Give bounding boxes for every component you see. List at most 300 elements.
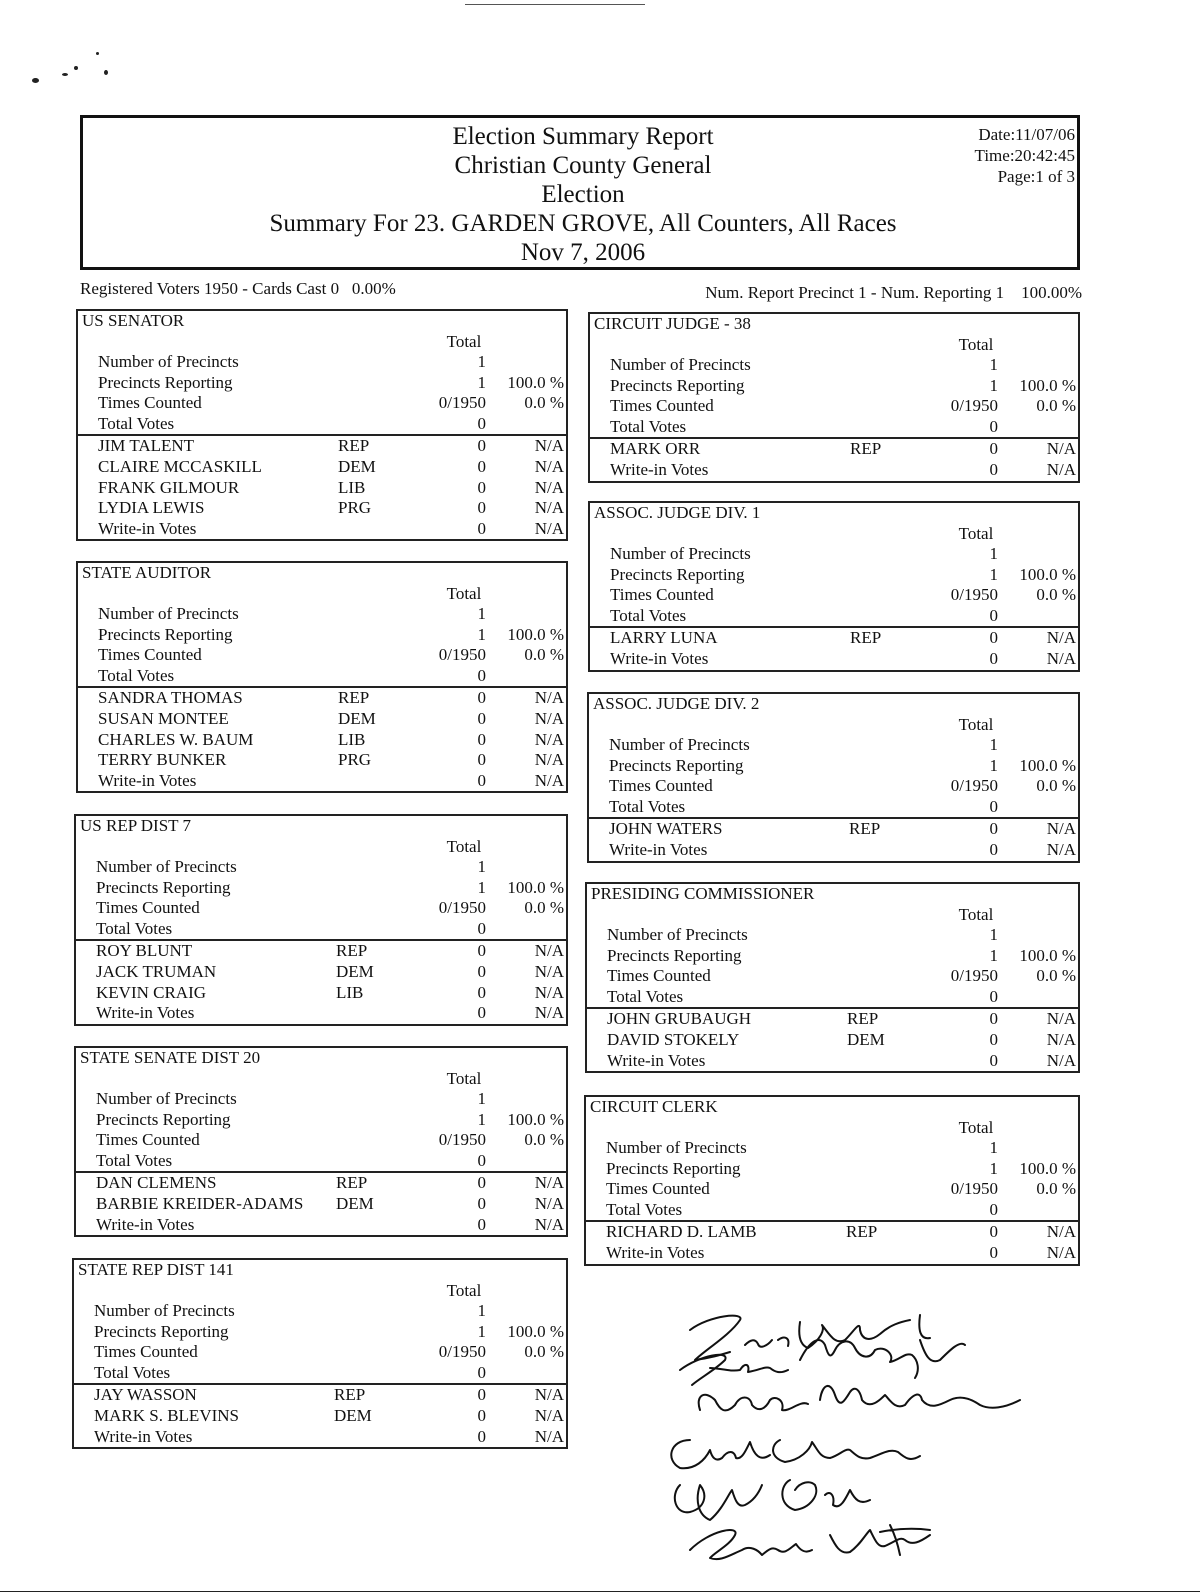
candidate-row	[590, 649, 1078, 670]
candidate-row	[78, 730, 566, 751]
row-percent: N/A	[534, 770, 564, 790]
row-percent: N/A	[534, 982, 564, 1002]
race-table	[587, 692, 1080, 863]
race-stat-row	[586, 1159, 1078, 1180]
row-total: 1	[477, 1321, 486, 1341]
row-party: REP	[338, 688, 370, 708]
row-total: 0/1950	[438, 393, 486, 413]
total-column-header: Total	[958, 335, 994, 354]
row-label: Write-in Votes	[606, 1242, 705, 1262]
row-percent: N/A	[534, 708, 564, 728]
race-rows	[590, 355, 1078, 481]
row-label: ROY BLUNT	[96, 941, 193, 961]
row-percent: N/A	[1046, 628, 1076, 648]
row-total: 0	[477, 688, 486, 708]
row-label: Number of Precincts	[609, 735, 750, 754]
row-total: 1	[477, 1301, 486, 1320]
report-county: Christian County General	[454, 152, 712, 179]
report-date-line: Nov 7, 2006	[520, 239, 646, 266]
row-percent: 100.0 %	[1019, 945, 1076, 965]
report-meta	[975, 124, 1075, 187]
row-party: PRG	[338, 750, 372, 770]
race-stat-row	[76, 1151, 566, 1172]
row-label: SANDRA THOMAS	[98, 688, 243, 708]
row-label: CLAIRE MCCASKILL	[98, 456, 262, 476]
row-label: Write-in Votes	[609, 839, 708, 859]
row-total: 0	[989, 416, 998, 436]
precinct-reporting-text: Num. Report Precinct 1 - Num. Reporting 1	[705, 283, 1005, 302]
race-stat-row	[78, 393, 566, 414]
race-stat-row	[589, 735, 1078, 756]
row-total: 1	[477, 1109, 486, 1129]
row-total: 1	[477, 624, 486, 644]
row-percent: N/A	[1046, 1029, 1076, 1049]
row-label: Number of Precincts	[96, 857, 237, 876]
race-stat-row	[586, 1138, 1078, 1159]
row-percent: N/A	[1046, 819, 1076, 839]
registered-voters-pct: 0.00%	[351, 279, 396, 298]
row-label: LARRY LUNA	[610, 628, 718, 648]
report-title-block	[83, 122, 1083, 267]
total-column-header: Total	[446, 837, 482, 856]
row-percent: 100.0 %	[1019, 375, 1076, 395]
row-label: Precincts Reporting	[94, 1321, 229, 1341]
row-party: REP	[847, 1009, 879, 1029]
row-percent: N/A	[1046, 1050, 1076, 1070]
row-total: 0	[477, 941, 486, 961]
row-percent: N/A	[534, 1385, 564, 1405]
total-column-header: Total	[958, 1118, 994, 1137]
total-column-header: Total	[446, 584, 482, 603]
row-party: LIB	[338, 729, 366, 749]
signature-block	[650, 1300, 1030, 1580]
scan-top-line	[465, 4, 645, 5]
row-total: 0	[477, 1150, 486, 1170]
total-column-header: Total	[958, 524, 994, 543]
row-percent: N/A	[1046, 648, 1076, 668]
row-total: 1	[989, 945, 998, 965]
row-total: 0/1950	[950, 966, 998, 986]
candidate-row	[76, 1003, 566, 1024]
row-total: 0	[989, 796, 998, 816]
row-total: 1	[989, 564, 998, 584]
row-label: Write-in Votes	[96, 1003, 195, 1023]
row-percent: N/A	[534, 941, 564, 961]
row-label: JOHN GRUBAUGH	[607, 1009, 752, 1029]
report-title: Election Summary Report	[452, 123, 714, 150]
row-label: Total Votes	[606, 1199, 683, 1219]
row-label: Write-in Votes	[96, 1214, 195, 1234]
race-stat-row	[590, 355, 1078, 376]
row-percent: N/A	[1046, 459, 1076, 479]
report-time: Time:20:42:45	[974, 146, 1075, 165]
row-label: KEVIN CRAIG	[96, 982, 207, 1002]
race-stat-row	[78, 373, 566, 394]
race-stat-row	[76, 1089, 566, 1110]
row-percent: 0.0 %	[524, 898, 564, 918]
row-percent: N/A	[534, 518, 564, 538]
row-party: DEM	[336, 961, 374, 981]
race-title: STATE SENATE DIST 20	[80, 1048, 261, 1067]
row-percent: N/A	[534, 1003, 564, 1023]
row-label: JACK TRUMAN	[96, 961, 217, 981]
row-total: 0/1950	[438, 645, 486, 665]
row-label: Number of Precincts	[94, 1301, 235, 1320]
row-percent: 100.0 %	[507, 624, 564, 644]
row-total: 0/1950	[438, 898, 486, 918]
candidate-row	[589, 817, 1078, 840]
row-total: 0	[477, 456, 486, 476]
row-label: TERRY BUNKER	[98, 750, 227, 770]
row-label: Times Counted	[98, 393, 202, 413]
row-percent: 100.0 %	[1019, 564, 1076, 584]
row-percent: N/A	[534, 1193, 564, 1213]
race-stat-row	[78, 604, 566, 625]
row-label: Total Votes	[610, 416, 687, 436]
row-label: JIM TALENT	[98, 436, 195, 456]
row-party: DEM	[336, 1193, 374, 1213]
row-percent: 0.0 %	[524, 1130, 564, 1150]
race-stat-row	[78, 414, 566, 435]
row-label: Number of Precincts	[98, 604, 239, 623]
row-label: Precincts Reporting	[96, 877, 231, 897]
row-total: 0	[989, 1029, 998, 1049]
row-label: Number of Precincts	[98, 352, 239, 371]
race-stat-row	[78, 666, 566, 687]
row-total: 0	[477, 498, 486, 518]
row-label: LYDIA LEWIS	[98, 498, 205, 518]
row-label: Total Votes	[98, 413, 175, 433]
race-rows	[76, 857, 566, 1024]
row-label: DAVID STOKELY	[607, 1029, 740, 1049]
row-percent: 0.0 %	[1036, 585, 1076, 605]
registered-voters-stat	[80, 279, 396, 299]
row-percent: 0.0 %	[1036, 1179, 1076, 1199]
row-percent: 0.0 %	[524, 645, 564, 665]
row-label: Write-in Votes	[98, 518, 197, 538]
row-label: Precincts Reporting	[610, 564, 745, 584]
row-percent: 0.0 %	[1036, 776, 1076, 796]
race-stat-row	[78, 625, 566, 646]
row-total: 1	[989, 1138, 998, 1157]
candidate-row	[78, 709, 566, 730]
row-percent: 100.0 %	[507, 877, 564, 897]
race-table	[76, 309, 568, 541]
race-rows	[586, 1138, 1078, 1264]
report-date: Date:11/07/06	[978, 125, 1075, 144]
row-label: SUSAN MONTEE	[98, 708, 229, 728]
row-percent: N/A	[534, 436, 564, 456]
candidate-row	[78, 498, 566, 519]
race-stat-row	[587, 966, 1078, 987]
row-total: 0	[989, 819, 998, 839]
race-stat-row	[589, 756, 1078, 777]
race-title: US SENATOR	[82, 311, 185, 330]
race-stat-row	[590, 585, 1078, 606]
row-total: 1	[989, 355, 998, 374]
row-party: DEM	[338, 456, 376, 476]
candidate-row	[76, 939, 566, 962]
precinct-reporting-pct: 100.00%	[1021, 283, 1082, 302]
row-total: 0/1950	[438, 1130, 486, 1150]
row-label: Times Counted	[609, 776, 713, 796]
row-total: 0/1950	[950, 585, 998, 605]
row-label: Total Votes	[607, 986, 684, 1006]
row-label: Number of Precincts	[607, 925, 748, 944]
row-label: Precincts Reporting	[609, 755, 744, 775]
row-total: 0	[989, 1242, 998, 1262]
candidate-row	[78, 457, 566, 478]
race-rows	[589, 735, 1078, 861]
row-total: 0	[989, 1009, 998, 1029]
row-label: Precincts Reporting	[96, 1109, 231, 1129]
total-column-header: Total	[446, 332, 482, 351]
row-label: Precincts Reporting	[98, 624, 233, 644]
candidate-row	[74, 1427, 566, 1448]
row-party: REP	[849, 819, 881, 839]
row-label: Precincts Reporting	[98, 372, 233, 392]
row-party: REP	[850, 628, 882, 648]
row-party: DEM	[334, 1405, 372, 1425]
row-total: 0	[989, 628, 998, 648]
row-label: Total Votes	[96, 918, 173, 938]
row-total: 1	[989, 544, 998, 563]
race-stat-row	[587, 987, 1078, 1008]
race-stat-row	[589, 797, 1078, 818]
candidate-row	[587, 1007, 1078, 1030]
row-total: 0/1950	[950, 1179, 998, 1199]
row-total: 1	[989, 375, 998, 395]
row-label: Number of Precincts	[610, 355, 751, 374]
report-page: Page:1 of 3	[997, 167, 1075, 186]
row-party: DEM	[338, 708, 376, 728]
total-column-header: Total	[446, 1281, 482, 1300]
row-total: 0	[477, 1193, 486, 1213]
row-percent: 100.0 %	[507, 1109, 564, 1129]
race-stat-row	[78, 352, 566, 373]
row-label: RICHARD D. LAMB	[606, 1222, 757, 1242]
row-label: Precincts Reporting	[606, 1158, 741, 1178]
race-stat-row	[590, 396, 1078, 417]
candidate-row	[590, 437, 1078, 460]
row-total: 0/1950	[950, 396, 998, 416]
row-percent: N/A	[1046, 1009, 1076, 1029]
race-stat-row	[76, 857, 566, 878]
row-percent: N/A	[534, 1405, 564, 1425]
candidate-row	[76, 962, 566, 983]
candidate-row	[76, 983, 566, 1004]
race-stat-row	[587, 925, 1078, 946]
row-percent: 100.0 %	[507, 1321, 564, 1341]
row-label: MARK ORR	[610, 439, 701, 459]
candidate-row	[78, 686, 566, 709]
race-stat-row	[590, 417, 1078, 438]
row-label: Times Counted	[96, 1130, 200, 1150]
race-stat-row	[590, 376, 1078, 397]
row-total: 0	[989, 1050, 998, 1070]
row-percent: N/A	[534, 750, 564, 770]
row-total: 0	[989, 1199, 998, 1219]
row-total: 0	[477, 918, 486, 938]
race-title: PRESIDING COMMISSIONER	[591, 884, 815, 903]
row-total: 0	[477, 1385, 486, 1405]
race-table	[584, 1095, 1080, 1266]
row-total: 0	[477, 729, 486, 749]
report-header	[80, 115, 1080, 270]
row-label: Times Counted	[98, 645, 202, 665]
row-label: Times Counted	[96, 898, 200, 918]
race-table	[76, 561, 568, 793]
race-stat-row	[586, 1179, 1078, 1200]
race-rows	[590, 544, 1078, 670]
row-total: 1	[477, 857, 486, 876]
row-total: 0	[989, 839, 998, 859]
row-total: 0	[477, 413, 486, 433]
row-percent: 0.0 %	[1036, 396, 1076, 416]
row-percent: 0.0 %	[524, 1342, 564, 1362]
row-percent: N/A	[534, 1214, 564, 1234]
row-total: 0	[477, 982, 486, 1002]
row-percent: N/A	[534, 456, 564, 476]
row-total: 0	[477, 961, 486, 981]
candidate-row	[78, 750, 566, 771]
row-label: Number of Precincts	[606, 1138, 747, 1157]
row-label: Total Votes	[610, 605, 687, 625]
row-total: 1	[477, 352, 486, 371]
row-label: Write-in Votes	[98, 770, 197, 790]
race-title: STATE REP DIST 141	[78, 1260, 234, 1279]
race-stat-row	[76, 898, 566, 919]
race-stat-row	[74, 1342, 566, 1363]
row-label: Number of Precincts	[96, 1089, 237, 1108]
row-party: REP	[334, 1385, 366, 1405]
row-party: REP	[336, 941, 368, 961]
row-label: MARK S. BLEVINS	[94, 1405, 239, 1425]
row-label: Write-in Votes	[94, 1426, 193, 1446]
row-total: 0	[477, 1214, 486, 1234]
row-label: Total Votes	[609, 796, 686, 816]
candidate-row	[74, 1406, 566, 1427]
row-party: LIB	[338, 477, 366, 497]
race-title: ASSOC. JUDGE DIV. 1	[594, 503, 761, 522]
row-label: Times Counted	[606, 1179, 710, 1199]
row-label: Total Votes	[96, 1150, 173, 1170]
row-total: 1	[989, 925, 998, 944]
race-table	[74, 1046, 568, 1237]
precinct-reporting-stat	[705, 283, 1082, 303]
row-label: Times Counted	[94, 1342, 198, 1362]
total-column-header: Total	[958, 905, 994, 924]
row-percent: N/A	[534, 1426, 564, 1446]
row-percent: N/A	[1046, 439, 1076, 459]
row-party: REP	[850, 439, 882, 459]
row-total: 0	[989, 605, 998, 625]
row-percent: N/A	[1046, 1222, 1076, 1242]
row-party: REP	[336, 1173, 368, 1193]
row-total: 0	[989, 439, 998, 459]
row-total: 0/1950	[950, 776, 998, 796]
race-table	[585, 882, 1080, 1073]
candidate-row	[589, 840, 1078, 861]
race-table	[588, 312, 1080, 483]
row-total: 1	[989, 1158, 998, 1178]
row-label: DAN CLEMENS	[96, 1173, 217, 1193]
row-total: 0	[477, 1173, 486, 1193]
row-label: Times Counted	[610, 396, 714, 416]
row-total: 0	[477, 665, 486, 685]
row-percent: N/A	[534, 688, 564, 708]
row-percent: N/A	[534, 961, 564, 981]
row-percent: 100.0 %	[1019, 755, 1076, 775]
race-stat-row	[74, 1363, 566, 1384]
race-stat-row	[590, 544, 1078, 565]
candidate-row	[587, 1030, 1078, 1051]
row-label: Total Votes	[94, 1362, 171, 1382]
row-percent: 0.0 %	[524, 393, 564, 413]
row-party: DEM	[847, 1029, 885, 1049]
row-label: Total Votes	[98, 665, 175, 685]
row-total: 0	[989, 1222, 998, 1242]
row-party: PRG	[338, 498, 372, 518]
race-rows	[587, 925, 1078, 1071]
row-percent: N/A	[534, 477, 564, 497]
race-stat-row	[74, 1322, 566, 1343]
candidate-row	[78, 478, 566, 499]
row-label: Write-in Votes	[610, 459, 709, 479]
race-table	[72, 1258, 568, 1449]
candidate-row	[590, 626, 1078, 649]
race-stat-row	[587, 946, 1078, 967]
row-label: Times Counted	[610, 585, 714, 605]
row-label: Precincts Reporting	[607, 945, 742, 965]
row-percent: N/A	[534, 729, 564, 749]
race-stat-row	[76, 919, 566, 940]
race-stat-row	[76, 878, 566, 899]
row-total: 0	[477, 518, 486, 538]
race-title: STATE AUDITOR	[82, 563, 212, 582]
row-total: 1	[477, 372, 486, 392]
report-summary-for: Summary For 23. GARDEN GROVE, All Counters, All Races	[269, 210, 897, 237]
candidate-row	[74, 1383, 566, 1406]
row-label: Times Counted	[607, 966, 711, 986]
row-total: 0	[477, 1405, 486, 1425]
row-total: 1	[477, 1089, 486, 1108]
total-column-header: Total	[446, 1069, 482, 1088]
row-party: REP	[846, 1222, 878, 1242]
race-rows	[78, 604, 566, 791]
row-total: 0	[477, 436, 486, 456]
row-total: 1	[989, 735, 998, 754]
candidate-row	[78, 519, 566, 540]
row-total: 0	[477, 1362, 486, 1382]
row-party: REP	[338, 436, 370, 456]
row-label: JAY WASSON	[94, 1385, 197, 1405]
total-column-header: Total	[958, 715, 994, 734]
signatures-image	[650, 1300, 1030, 1580]
race-table	[74, 814, 568, 1026]
row-total: 0	[477, 708, 486, 728]
row-party: LIB	[336, 982, 364, 1002]
candidate-row	[587, 1051, 1078, 1072]
scan-bottom-line	[0, 1591, 1200, 1592]
row-total: 1	[477, 604, 486, 623]
row-percent: 0.0 %	[1036, 966, 1076, 986]
candidate-row	[590, 460, 1078, 481]
race-title: ASSOC. JUDGE DIV. 2	[593, 694, 760, 713]
row-total: 0	[477, 477, 486, 497]
row-label: BARBIE KREIDER-ADAMS	[96, 1193, 304, 1213]
race-stat-row	[76, 1130, 566, 1151]
